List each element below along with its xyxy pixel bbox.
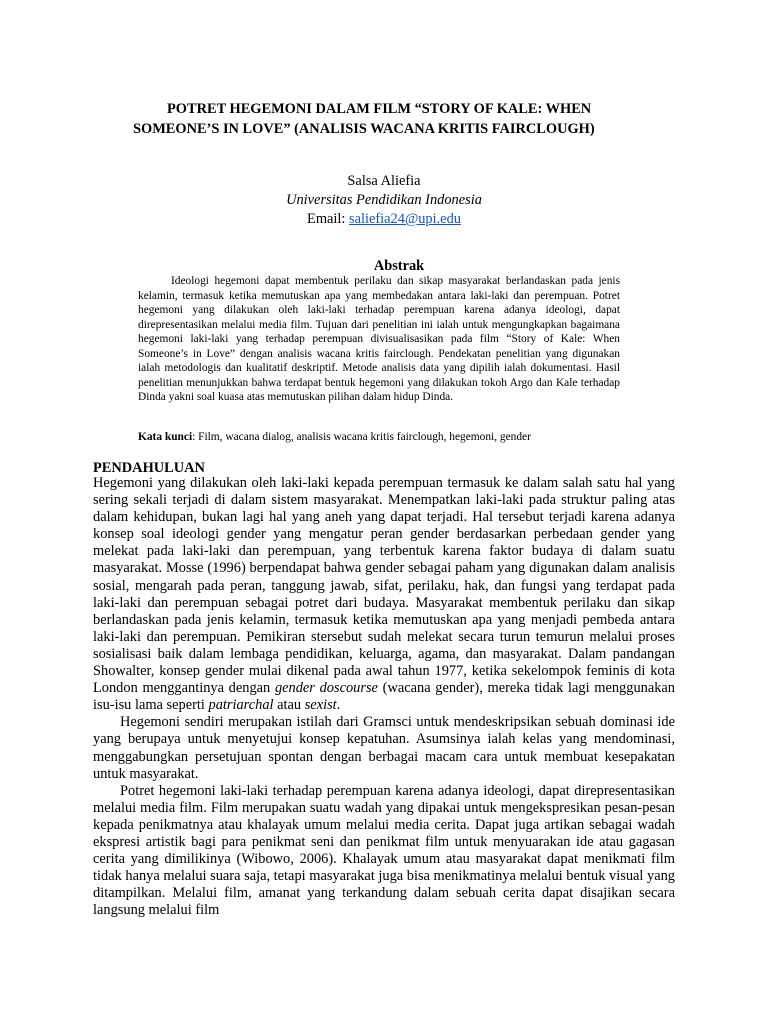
paragraph-1-italic-1: gender doscourse xyxy=(274,680,378,697)
author-block xyxy=(95,172,673,229)
author-email-line xyxy=(95,210,673,229)
abstract-body: Ideologi hegemoni dapat membentuk perilaku dan sikap masyarakat berlandaskan pada jenis kelamin, termasuk ketika memutuskan apa yang membedakan antara laki-laki dan perempuan. Potret hegemoni yang dilakukan oleh laki-laki terhadap perempuan karena adanya ideologi, dapat direpresentasikan melalui media film. Tujuan dari penelitian ini ialah untuk mengungkapkan bagaimana hegemoni laki-laki yang terhadap perempuan divisualisasikan pada film “Story of Kale: When Someone’s in Love” dengan analisis wacana kritis fairclough. Pendekatan penelitian yang digunakan ialah metodologis dan kualitatif deskriptif. Metode analisis data yang dipilih ialah dokumentasi. Hasil penelitian menunjukkan bahwa terdapat bentuk hegemoni yang dilakukan tokoh Argo dan Kale terhadap Dinda yakni soal kuasa atas memutuskan pilihan dalam hidup Dinda. xyxy=(138,275,620,404)
paragraph-1-italic-2: patriarchal xyxy=(208,697,274,714)
paragraph-2: Hegemoni sendiri merupakan istilah dari Gramsci untuk mendeskripsikan sebuah dominasi ide yang berupaya untuk menyetujui konsep kepatuhan. Asumsinya ialah kelas yang mendominasi, menggabungkan persetujuan spontan dengan berbagai macam cara untuk membuat kesepakatan untuk masyarakat. xyxy=(93,714,675,782)
paper-title xyxy=(95,100,680,139)
paragraph-1-part-1: Hegemoni yang dilakukan oleh laki-laki kepada perempuan termasuk ke dalam salah satu hal yang sering sekali terjadi di dalam sistem masyarakat. Menempatkan laki-laki pada struktur paling atas dalam kehidupan, bukan lagi hal yang aneh yang dapat terjadi. Hal tersebut terjadi karena adanya konsep soal ideologi gender yang mengatur peran gender berdasarkan perbedaan gender yang melekat pada laki-laki dan perempuan, yang terbentuk karena faktor budaya di dalam suatu masyarakat. Mosse (1996) berpendapat bahwa gender sebagai paham yang digunakan dalam analisis sosial, mengarah pada peran, tanggung jawab, sifat, perilaku, hak, dan fungsi yang terdapat pada laki-laki dan perempuan sebagai potret dari budaya. Masyarakat membentuk perilaku dan sikap berlandaskan pada jenis kelamin, termasuk ketika memutuskan apa yang menjadi pembeda antara laki-laki dan perempuan. Pemikiran stersebut sudah melekat secara turun temurun melalui proses sosialisasi baik dalam lembaga pendidikan, keluarga, agama, dan masyarakat. Dalam pandangan Showalter, konsep gender mulai dikenal pada awal tahun 1977, ketika sekelompok feminis di kota London menggantinya dengan xyxy=(93,475,675,697)
keywords-label: Kata kunci xyxy=(138,431,193,443)
paragraph-1-part-3: atau xyxy=(273,697,305,714)
paragraph-1-italic-3: sexist xyxy=(304,697,337,714)
paragraph-1-part-2: (wacana gender), mereka tidak lagi menggunakan isu-isu lama seperti xyxy=(93,680,676,714)
paragraph-1-part-4: . xyxy=(336,697,341,714)
keywords xyxy=(138,430,620,445)
abstract-heading: Abstrak xyxy=(373,258,425,274)
author-affiliation: Universitas Pendidikan Indonesia xyxy=(286,192,482,208)
email-link[interactable]: saliefia24@upi.edu xyxy=(349,211,461,227)
paragraph-3: Potret hegemoni laki-laki terhadap perempuan karena adanya ideologi, dapat direpresentasikan melalui media film. Film merupakan suatu wadah yang dipakai untuk mengekspresikan pesan-pesan kepada penikmatnya atau khalayak umum melalui media cerita. Dapat juga artikan sebagai wadah ekspresi artistik bagi para penikmat seni dan penikmat film untuk menyuarakan ide atau gagasan cerita yang dimilikinya (Wibowo, 2006). Khalayak umum atau masyarakat dapat menikmati film tidak hanya melalui suara saja, tetapi masyarakat juga bisa menikmatinya melalui bentuk visual yang ditampilkan. Melalui film, amanat yang terkandung dalam sebuah cerita dapat disajikan secara langsung melalui film xyxy=(93,782,675,919)
author-name: Salsa Aliefia xyxy=(347,173,421,189)
section-heading: PENDAHULUAN xyxy=(93,460,205,476)
paper-title-line-1: POTRET HEGEMONI DALAM FILM “STORY OF KALE: WHEN xyxy=(167,101,592,117)
keywords-text: : Film, wacana dialog, analisis wacana kritis fairclough, hegemoni, gender xyxy=(192,431,531,443)
email-label: Email: xyxy=(307,211,349,227)
body-text xyxy=(93,475,675,919)
paragraph-1 xyxy=(93,475,675,714)
paper-title-line-2: SOMEONE’S IN LOVE” (ANALISIS WACANA KRITIS FAIRCLOUGH) xyxy=(133,120,595,137)
